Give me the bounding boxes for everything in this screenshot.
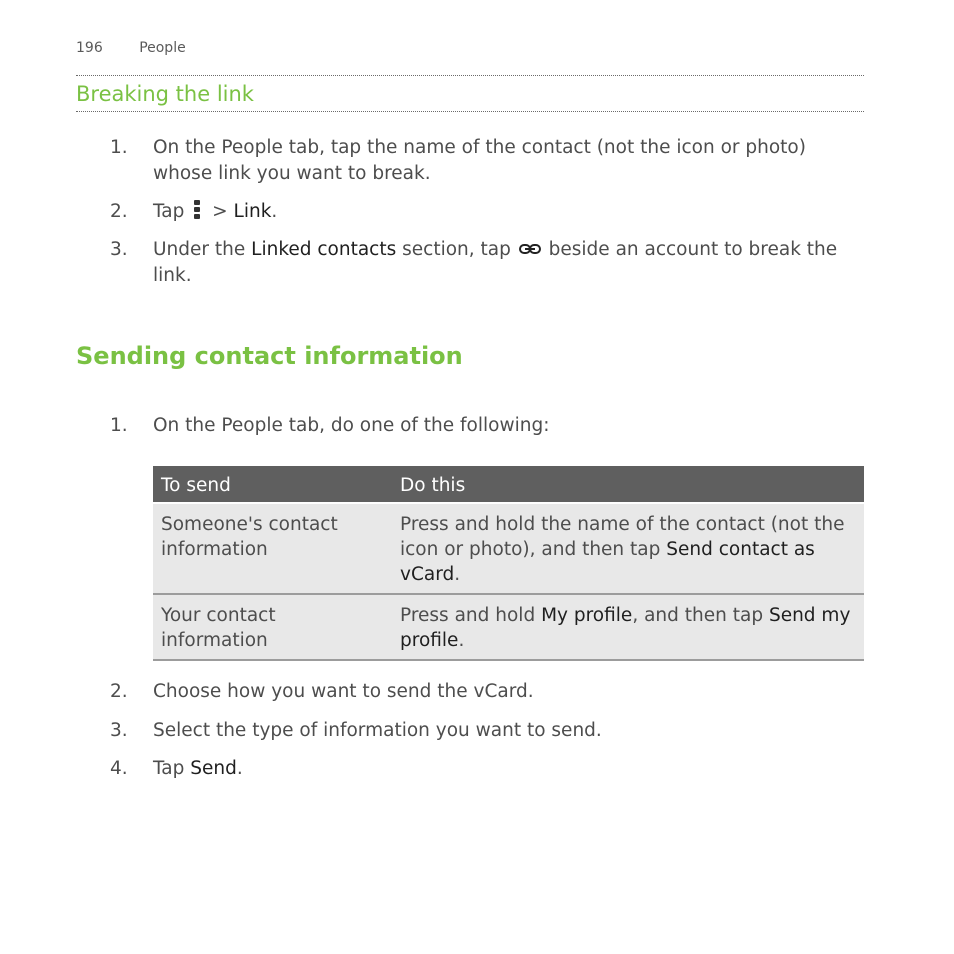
section-name: People bbox=[139, 40, 186, 56]
table-row: Someone's contact information Press and hold the name of the contact (not the icon or photo), and then tap Send contact as vCard. bbox=[153, 503, 864, 594]
breaking-link-heading: Breaking the link bbox=[76, 82, 254, 106]
page-number: 196 bbox=[76, 40, 103, 56]
linked-contacts-label: Linked contacts bbox=[251, 239, 397, 260]
column-header-to-send: To send bbox=[153, 466, 392, 503]
page-header bbox=[76, 40, 186, 56]
menu-kebab-icon bbox=[194, 200, 200, 220]
link-icon bbox=[519, 244, 541, 254]
table-header-row bbox=[153, 466, 864, 503]
table-row: Your contact information Press and hold My profile, and then tap Send my profile. bbox=[153, 594, 864, 660]
send-options-table bbox=[153, 466, 864, 661]
column-header-do-this: Do this bbox=[392, 466, 864, 503]
link-menu-item: Link bbox=[233, 201, 272, 222]
divider-bottom bbox=[76, 111, 864, 112]
send-action-label: Send bbox=[190, 758, 237, 779]
divider-top bbox=[76, 75, 864, 76]
sending-contact-heading: Sending contact information bbox=[76, 342, 463, 370]
